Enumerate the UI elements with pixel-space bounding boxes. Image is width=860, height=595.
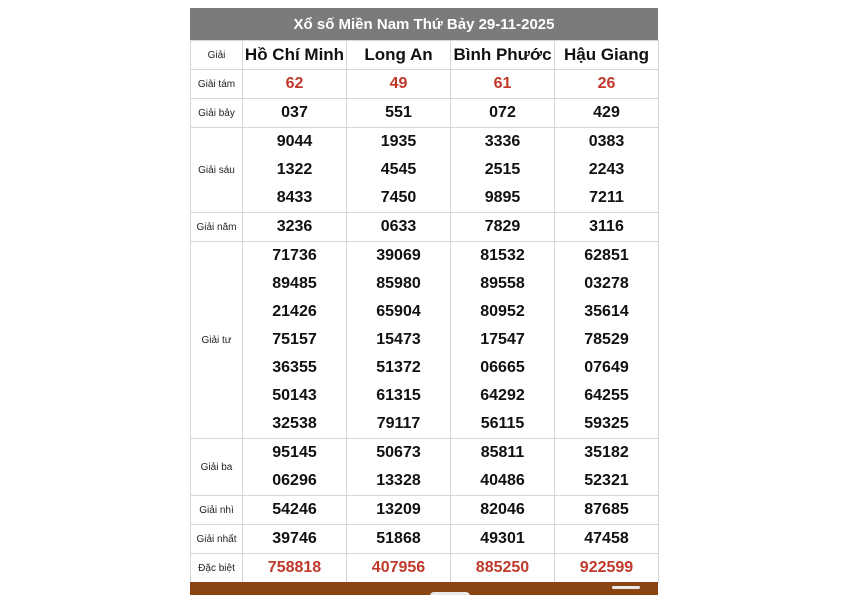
winning-number: 1322	[276, 161, 313, 178]
bottom-toolbar	[190, 582, 658, 595]
winning-number: 36355	[272, 359, 317, 376]
winning-number: 54246	[272, 501, 317, 518]
winning-number: 9895	[484, 189, 521, 206]
winning-number: 17547	[480, 331, 525, 348]
prize-label: Giải bảy	[191, 99, 243, 128]
prize-cell	[555, 242, 659, 439]
prize-label: Giải nhất	[191, 525, 243, 554]
prize-rows	[191, 70, 659, 583]
winning-number: 037	[281, 104, 308, 121]
winning-number: 1935	[380, 133, 417, 150]
prize-cell	[347, 525, 451, 554]
winning-number: 13328	[376, 472, 421, 489]
winning-number: 072	[489, 104, 516, 121]
prize-cell	[347, 213, 451, 242]
province-header-hau-giang[interactable]: Hậu Giang	[555, 41, 659, 70]
winning-number: 35614	[584, 303, 629, 320]
prize-row	[191, 99, 659, 128]
prize-cell	[243, 70, 347, 99]
winning-number: 62	[285, 75, 304, 92]
winning-number: 62851	[584, 247, 629, 264]
prize-cell	[451, 439, 555, 496]
winning-number: 51868	[376, 530, 421, 547]
prize-cell	[555, 213, 659, 242]
winning-number: 9044	[276, 133, 313, 150]
winning-number: 89485	[272, 275, 317, 292]
winning-number: 61315	[376, 387, 421, 404]
winning-number: 95145	[272, 444, 317, 461]
prize-cell	[451, 213, 555, 242]
prize-row	[191, 439, 659, 496]
prize-column-header: Giải	[191, 41, 243, 70]
province-header-row	[191, 41, 659, 70]
results-table	[190, 40, 659, 583]
prize-label: Giải tám	[191, 70, 243, 99]
winning-number: 758818	[267, 559, 322, 576]
prize-cell	[347, 128, 451, 213]
prize-cell	[243, 128, 347, 213]
prize-cell	[555, 128, 659, 213]
winning-number: 39746	[272, 530, 317, 547]
winning-number: 07649	[584, 359, 629, 376]
prize-cell	[451, 70, 555, 99]
prize-cell	[243, 242, 347, 439]
prize-cell	[347, 70, 451, 99]
share-icon[interactable]	[612, 586, 640, 589]
prize-row	[191, 213, 659, 242]
winning-number: 52321	[584, 472, 629, 489]
winning-number: 0383	[588, 133, 625, 150]
prize-cell	[347, 99, 451, 128]
winning-number: 49	[389, 75, 408, 92]
winning-number: 8433	[276, 189, 313, 206]
prize-cell	[451, 554, 555, 583]
prize-row	[191, 70, 659, 99]
prize-cell	[243, 99, 347, 128]
winning-number: 4545	[380, 161, 417, 178]
prize-cell	[243, 439, 347, 496]
winning-number: 06296	[272, 472, 317, 489]
winning-number: 15473	[376, 331, 421, 348]
prize-cell	[451, 525, 555, 554]
prize-cell	[347, 554, 451, 583]
winning-number: 35182	[584, 444, 629, 461]
prize-cell	[347, 242, 451, 439]
winning-number: 2243	[588, 161, 625, 178]
prize-cell	[243, 213, 347, 242]
prize-cell	[555, 70, 659, 99]
province-header-binh-phuoc[interactable]: Bình Phước	[451, 41, 555, 70]
winning-number: 71736	[272, 247, 317, 264]
winning-number: 50673	[376, 444, 421, 461]
winning-number: 80952	[480, 303, 525, 320]
winning-number: 82046	[480, 501, 525, 518]
prize-cell	[243, 496, 347, 525]
prize-label: Giải nhì	[191, 496, 243, 525]
winning-number: 75157	[272, 331, 317, 348]
prize-label: Giải năm	[191, 213, 243, 242]
prize-label: Giải sáu	[191, 128, 243, 213]
winning-number: 2515	[484, 161, 521, 178]
prize-cell	[555, 525, 659, 554]
winning-number: 64255	[584, 387, 629, 404]
winning-number: 551	[385, 104, 412, 121]
winning-number: 89558	[480, 275, 525, 292]
winning-number: 13209	[376, 501, 421, 518]
results-title: Xổ số Miền Nam Thứ Bảy 29-11-2025	[190, 8, 658, 40]
province-header-long-an[interactable]: Long An	[347, 41, 451, 70]
prize-cell	[451, 128, 555, 213]
prize-cell	[555, 496, 659, 525]
winning-number: 59325	[584, 415, 629, 432]
winning-number: 87685	[584, 501, 629, 518]
prize-cell	[243, 525, 347, 554]
winning-number: 3236	[276, 218, 313, 235]
winning-number: 39069	[376, 247, 421, 264]
lottery-results-panel	[190, 8, 658, 583]
prize-row	[191, 128, 659, 213]
winning-number: 03278	[584, 275, 629, 292]
prize-row	[191, 496, 659, 525]
winning-number: 50143	[272, 387, 317, 404]
winning-number: 47458	[584, 530, 629, 547]
winning-number: 885250	[475, 559, 530, 576]
winning-number: 26	[597, 75, 616, 92]
prize-label: Giải tư	[191, 242, 243, 439]
winning-number: 40486	[480, 472, 525, 489]
winning-number: 61	[493, 75, 512, 92]
winning-number: 85980	[376, 275, 421, 292]
prize-cell	[243, 554, 347, 583]
prize-cell	[451, 99, 555, 128]
prize-label: Đặc biệt	[191, 554, 243, 583]
winning-number: 922599	[579, 559, 634, 576]
winning-number: 51372	[376, 359, 421, 376]
prize-cell	[347, 496, 451, 525]
prize-label: Giải ba	[191, 439, 243, 496]
winning-number: 49301	[480, 530, 525, 547]
winning-number: 32538	[272, 415, 317, 432]
province-header-ho-chi-minh[interactable]: Hồ Chí Minh	[243, 41, 347, 70]
winning-number: 06665	[480, 359, 525, 376]
winning-number: 0633	[380, 218, 417, 235]
winning-number: 429	[593, 104, 620, 121]
winning-number: 3116	[589, 218, 624, 235]
winning-number: 79117	[376, 415, 421, 432]
winning-number: 21426	[272, 303, 317, 320]
winning-number: 7829	[484, 218, 521, 235]
winning-number: 3336	[484, 133, 521, 150]
prize-cell	[347, 439, 451, 496]
prize-row	[191, 554, 659, 583]
winning-number: 56115	[480, 415, 525, 432]
prize-cell	[555, 439, 659, 496]
winning-number: 78529	[584, 331, 629, 348]
winning-number: 64292	[480, 387, 525, 404]
winning-number: 7450	[380, 189, 417, 206]
winning-number: 407956	[371, 559, 426, 576]
prize-row	[191, 525, 659, 554]
winning-number: 65904	[376, 303, 421, 320]
winning-number: 7211	[589, 189, 624, 206]
prize-cell	[451, 496, 555, 525]
winning-number: 85811	[480, 444, 525, 461]
prize-cell	[451, 242, 555, 439]
prize-cell	[555, 99, 659, 128]
prize-cell	[555, 554, 659, 583]
prize-row	[191, 242, 659, 439]
winning-number: 81532	[480, 247, 525, 264]
